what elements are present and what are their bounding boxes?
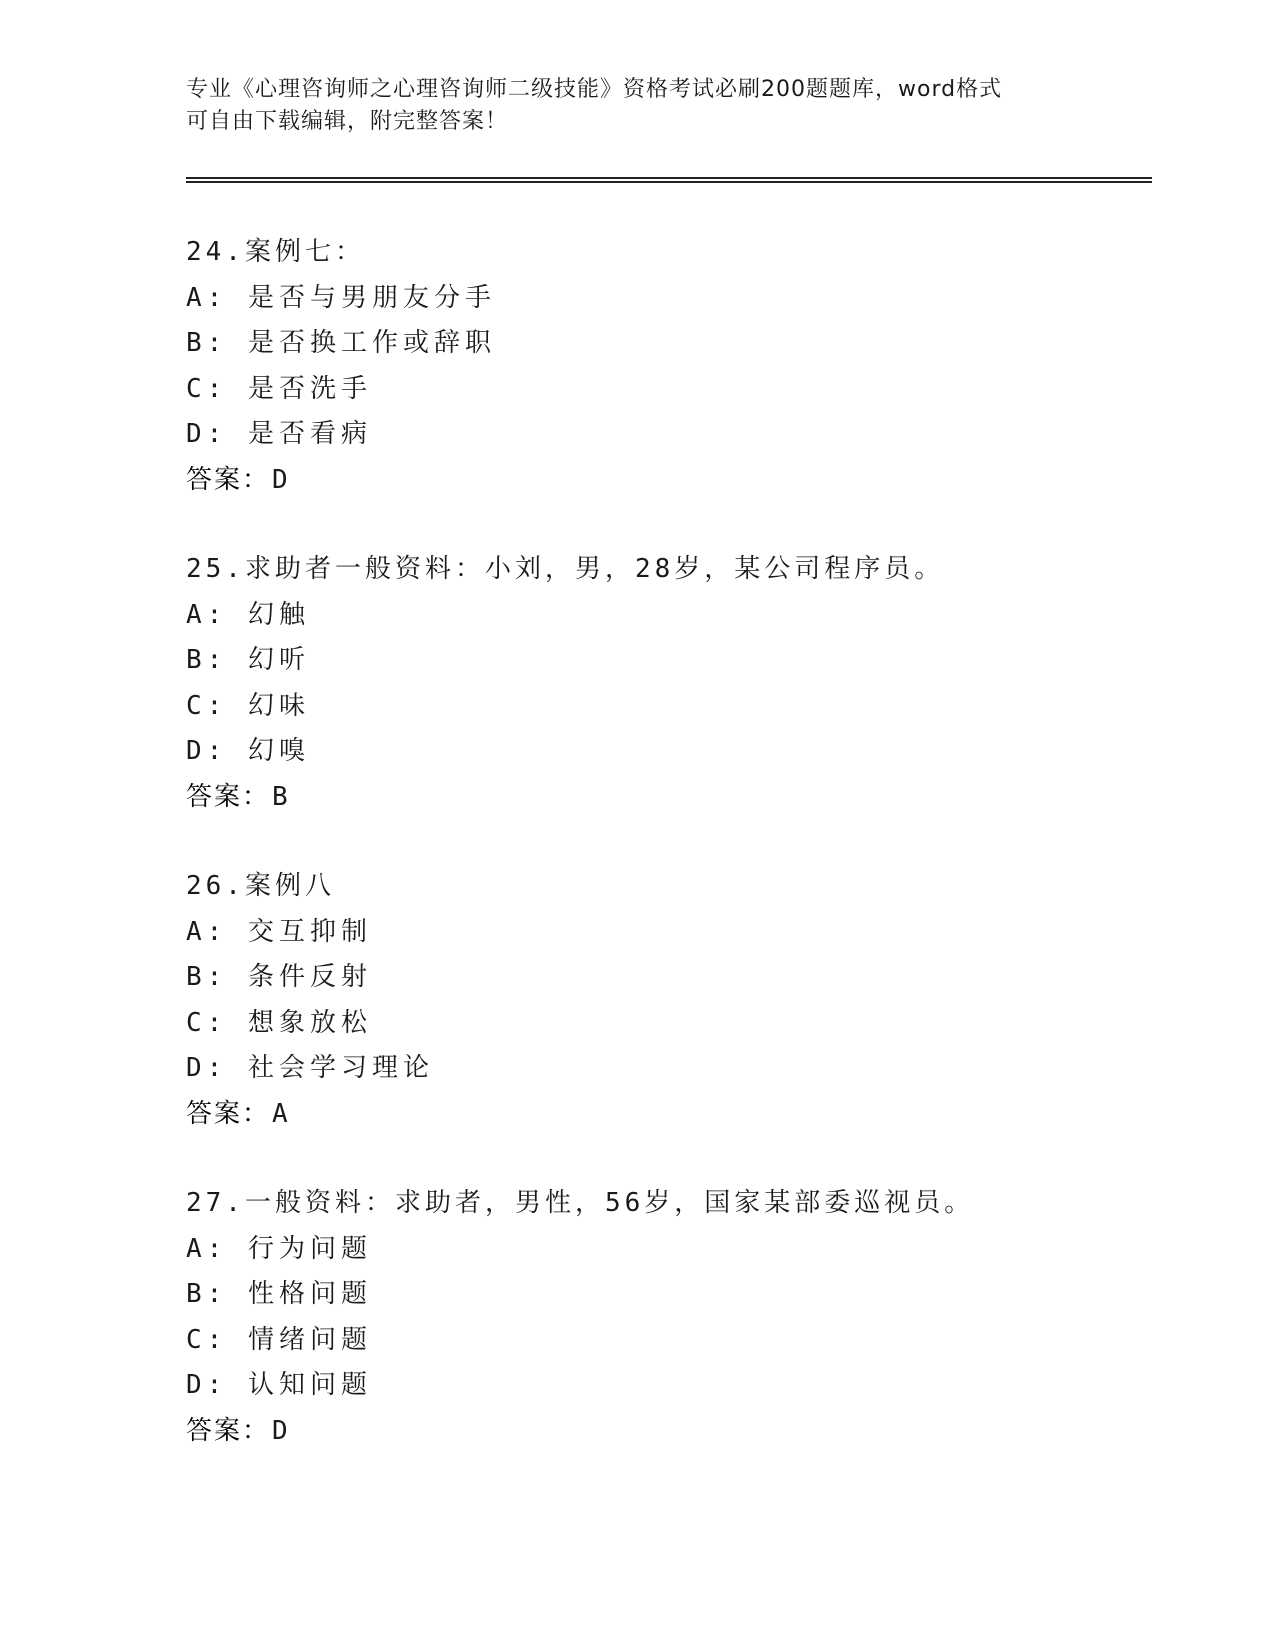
option-d: D: 社会学习理论 [186,1053,434,1083]
question-stem: 24.案例七： [186,237,365,267]
answer-label: 答案： [186,1098,271,1129]
answer-value: B [272,781,290,812]
option-d: D: 幻嗅 [186,736,310,766]
option-a: A: 交互抑制 [186,916,372,947]
option-b: B: 条件反射 [186,962,372,992]
question-stem: 25.求助者一般资料：小刘，男，28岁，某公司程序员。 [186,554,945,584]
option-b: B: 幻听 [186,645,310,675]
answer-value: A [272,1098,290,1129]
option-c: C: 幻味 [186,690,310,721]
option-c: C: 想象放松 [186,1007,372,1038]
option-c: C: 情绪问题 [186,1324,372,1355]
header-line-2: 可自由下载编辑，附完整答案！ [186,109,509,134]
option-b: B: 是否换工作或辞职 [186,328,496,358]
option-d: D: 是否看病 [186,419,372,449]
question-stem: 26.案例八 [186,871,335,901]
answer-line [186,458,1146,504]
answer-line [186,1409,1146,1455]
option-a: A: 行为问题 [186,1233,372,1264]
question-stem: 27.一般资料：求助者，男性，56岁，国家某部委巡视员。 [186,1188,975,1218]
question-27 [186,1181,1146,1454]
answer-label: 答案： [186,464,271,495]
header-divider-top [186,177,1152,179]
answer-label: 答案： [186,781,271,812]
option-a: A: 幻触 [186,599,310,630]
answer-value: D [272,464,290,495]
header-line-1: 专业《心理咨询师之心理咨询师二级技能》资格考试必刷200题题库，word格式 [186,77,1003,102]
answer-line [186,1092,1146,1138]
answer-value: D [272,1415,290,1446]
answer-line [186,775,1146,821]
question-25 [186,547,1146,820]
answer-label: 答案： [186,1415,271,1446]
option-c: C: 是否洗手 [186,373,372,404]
header-divider-bottom [186,181,1152,183]
document-header [186,74,1086,138]
option-b: B: 性格问题 [186,1279,372,1309]
option-a: A: 是否与男朋友分手 [186,282,496,313]
question-24 [186,230,1146,503]
option-d: D: 认知问题 [186,1370,372,1400]
question-26 [186,864,1146,1137]
